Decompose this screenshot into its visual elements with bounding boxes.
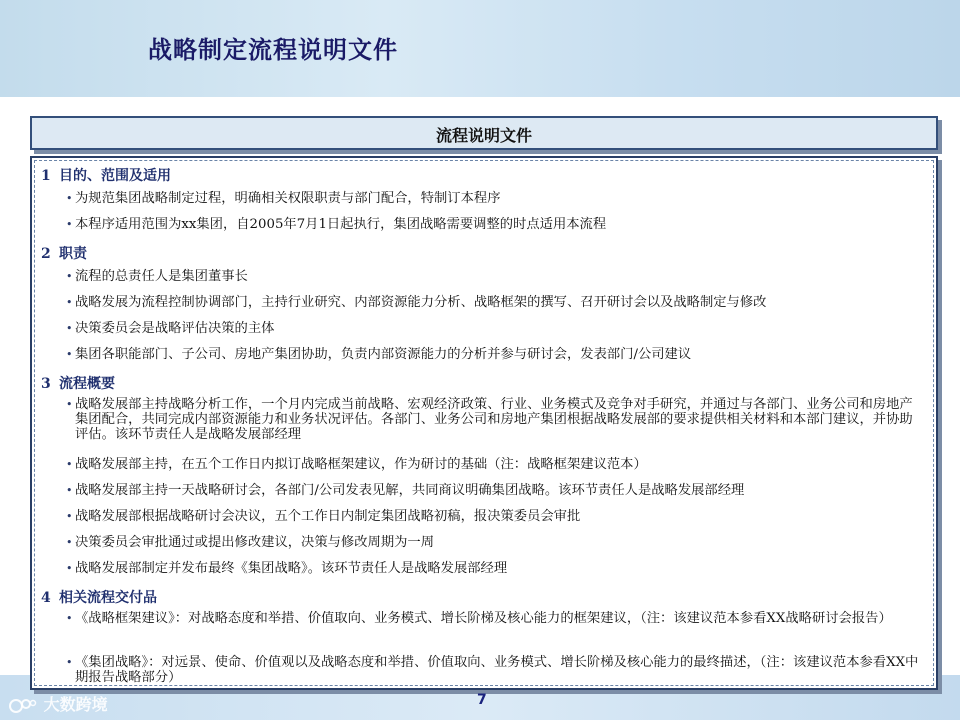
section-number: 2: [41, 246, 51, 262]
list-item: [66, 347, 925, 362]
list-item: [66, 269, 925, 284]
item-text: 集团各职能部门、子公司、房地产集团协助，负责内部资源能力的分析并参与研讨会，发表部门/公司建议: [75, 347, 692, 362]
bullet-icon: •: [66, 656, 73, 669]
item-text: 战略发展为流程控制协调部门，主持行业研究、内部资源能力分析、战略框架的撰写、召开研讨会以及战略制定与修改: [75, 295, 767, 310]
slide-title: 战略制定流程说明文件: [148, 35, 398, 64]
item-text: 决策委员会是战略评估决策的主体: [75, 321, 275, 336]
list-item: [66, 217, 925, 232]
section-heading: [41, 243, 87, 263]
section-number: 3: [41, 376, 51, 392]
section-heading: [41, 373, 115, 393]
bullet-icon: •: [66, 270, 73, 283]
section-title: 目的、范围及适用: [59, 168, 171, 184]
item-text: 为规范集团战略制定过程，明确相关权限职责与部门配合，特制订本程序: [75, 191, 501, 206]
list-item: [66, 655, 925, 685]
item-text: 流程的总责任人是集团董事长: [75, 269, 248, 284]
list-item: [66, 457, 925, 472]
header-title: 流程说明文件: [435, 126, 532, 145]
section-number: 1: [41, 168, 51, 184]
bullet-icon: •: [66, 458, 73, 471]
section-heading: [41, 587, 157, 607]
list-item: [66, 483, 925, 498]
list-item: [66, 509, 925, 524]
bullet-icon: •: [66, 510, 73, 523]
bullet-icon: •: [66, 562, 73, 575]
bullet-icon: •: [66, 484, 73, 497]
item-text: 战略发展部主持一天战略研讨会，各部门/公司发表见解，共同商议明确集团战略。该环节责任人是战略发展部经理: [75, 483, 745, 498]
section-number: 4: [41, 590, 51, 606]
item-text: 战略发展部根据战略研讨会决议，五个工作日内制定集团战略初稿，报决策委员会审批: [75, 509, 581, 524]
section-heading: [41, 165, 171, 185]
section-title: 职责: [59, 246, 87, 262]
watermark-logo-icon: [8, 697, 38, 715]
watermark: [8, 692, 108, 715]
section-title: 相关流程交付品: [59, 590, 157, 606]
bullet-icon: •: [66, 398, 73, 411]
section-title: 流程概要: [59, 376, 115, 392]
item-text: 战略发展部主持战略分析工作，一个月内完成当前战略、宏观经济政策、行业、业务模式及竞争对手研究，并通过与各部门、业务公司和房地产集团配合，共同完成内部资源能力和业务状况评估。各部门、业务公司和房地产集团根据战略发展部的要求提供相关材料和本部门建议，并协助评估。该环节责任人是战略发展部经理: [75, 397, 913, 442]
bullet-icon: •: [66, 348, 73, 361]
list-item: [66, 321, 925, 336]
bullet-icon: •: [66, 322, 73, 335]
page-number: 7: [477, 692, 487, 708]
list-item: [66, 611, 925, 626]
item-text: 战略发展部主持，在五个工作日内拟订战略框架建议，作为研讨的基础（注：战略框架建议范本）: [75, 457, 647, 472]
bullet-icon: •: [66, 218, 73, 231]
list-item: [66, 561, 925, 576]
item-text: 《战略框架建议》：对战略态度和举措、价值取向、业务模式、增长阶梯及核心能力的框架建议，（注：该建议范本参看XX战略研讨会报告）: [75, 611, 892, 626]
item-text: 本程序适用范围为xx集团，自2005年7月1日起执行，集团战略需要调整的时点适用本流程: [75, 217, 607, 232]
item-text: 《集团战略》：对远景、使命、价值观以及战略态度和举措、价值取向、业务模式、增长阶梯及核心能力的最终描述，（注：该建议范本参看XX中期报告战略部分）: [75, 655, 919, 685]
bullet-icon: •: [66, 296, 73, 309]
bullet-icon: •: [66, 192, 73, 205]
list-item: [66, 397, 925, 442]
list-item: [66, 191, 925, 206]
content-box: [30, 156, 938, 690]
list-item: [66, 295, 925, 310]
header-box: [30, 116, 938, 150]
bullet-icon: •: [66, 612, 73, 625]
bullet-icon: •: [66, 536, 73, 549]
list-item: [66, 535, 925, 550]
watermark-text: 大数跨境: [43, 695, 108, 714]
title-band: [0, 0, 960, 97]
content-inner: [34, 160, 934, 686]
item-text: 决策委员会审批通过或提出修改建议，决策与修改周期为一周: [75, 535, 435, 550]
item-text: 战略发展部制定并发布最终《集团战略》。该环节责任人是战略发展部经理: [75, 561, 508, 576]
